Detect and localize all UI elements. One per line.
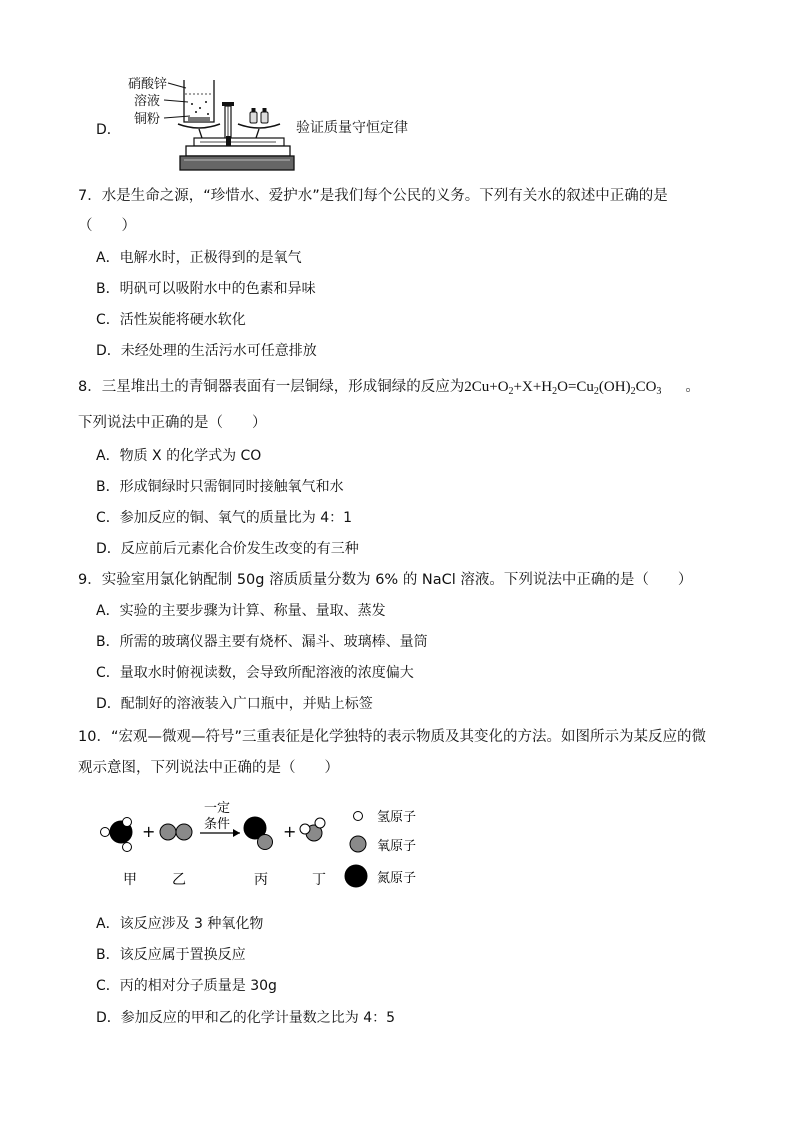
- arrow-top-label: 一定: [204, 801, 231, 816]
- q8-option-c[interactable]: C．参加反应的铜、氧气的质量比为 4：1: [96, 510, 353, 526]
- q6-option-d-text: 验证质量守恒定律: [296, 120, 408, 136]
- molecule-yi: [160, 824, 192, 840]
- q9-option-c[interactable]: C．量取水时俯视读数，会导致所配溶液的浓度偏大: [96, 665, 414, 681]
- legend-oxygen: 氧原子: [377, 839, 417, 854]
- q8-stem-line2: 下列说法中正确的是（ ）: [78, 415, 267, 431]
- legend-hydrogen: 氢原子: [377, 810, 417, 825]
- molecule-jia: [101, 818, 133, 852]
- q10-option-b[interactable]: B．该反应属于置换反应: [96, 947, 246, 963]
- q8-option-b[interactable]: B．形成铜绿时只需铜同时接触氧气和水: [96, 479, 344, 495]
- q10-option-a[interactable]: A．该反应涉及 3 种氧化物: [96, 916, 264, 932]
- plus-sign-1: +: [142, 822, 156, 841]
- figure-label-zinc-nitrate: 硝酸锌: [128, 77, 168, 92]
- q10-option-d[interactable]: D．参加反应的甲和乙的化学计量数之比为 4：5: [96, 1010, 396, 1026]
- weights-icon: [250, 108, 268, 123]
- q7-option-b[interactable]: B．明矾可以吸附水中的色素和异味: [96, 281, 316, 297]
- legend-oxygen-icon: [350, 836, 366, 852]
- q9-option-b[interactable]: B．所需的玻璃仪器主要有烧杯、漏斗、玻璃棒、量筒: [96, 634, 428, 650]
- q10-reaction-diagram: [90, 796, 430, 896]
- q7-option-d[interactable]: D．未经处理的生活污水可任意排放: [96, 343, 317, 359]
- q8-stem-text: 8．三星堆出土的青铜器表面有一层铜绿，形成铜绿的反应为: [78, 379, 465, 395]
- q6-balance-figure: [126, 74, 296, 174]
- q10-option-c[interactable]: C．丙的相对分子质量是 30g: [96, 978, 277, 994]
- arrow-bottom-label: 条件: [204, 817, 231, 832]
- label-jia: 甲: [123, 872, 137, 888]
- q8-option-a[interactable]: A．物质 X 的化学式为 CO: [96, 448, 262, 464]
- q9-stem: 9．实验室用氯化钠配制 50g 溶质质量分数为 6% 的 NaCl 溶液。下列说法中正确的是（ ）: [78, 572, 693, 588]
- legend-nitrogen-icon: [345, 865, 367, 887]
- label-bing: 丙: [254, 872, 268, 888]
- q10-stem-line1: 10．“宏观—微观—符号”三重表征是化学独特的表示物质及其变化的方法。如图所示为某反应的微: [78, 729, 706, 745]
- label-yi: 乙: [172, 872, 186, 888]
- q7-option-a[interactable]: A．电解水时，正极得到的是氧气: [96, 250, 302, 266]
- q9-option-a[interactable]: A．实验的主要步骤为计算、称量、量取、蒸发: [96, 603, 386, 619]
- molecule-ding: [300, 818, 325, 841]
- molecule-bing: [244, 817, 273, 850]
- q8-stem-end: 。: [685, 379, 700, 395]
- q7-option-c[interactable]: C．活性炭能将硬水软化: [96, 312, 246, 328]
- legend-nitrogen: 氮原子: [377, 871, 417, 886]
- figure-label-copper-powder: 铜粉: [134, 112, 161, 127]
- label-ding: 丁: [312, 872, 326, 888]
- legend: [345, 810, 416, 887]
- plus-sign-2: +: [283, 822, 297, 841]
- q7-stem-line2: （ ）: [78, 218, 136, 234]
- legend-hydrogen-icon: [354, 812, 363, 821]
- figure-label-solution: 溶液: [134, 94, 161, 109]
- q8-equation: $2Cu+O_2+X+H_2O=Cu_2(OH)_2CO_3$: [464, 379, 662, 397]
- q9-option-d[interactable]: D．配制好的溶液装入广口瓶中，并贴上标签: [96, 696, 373, 712]
- q7-stem-line1: 7．水是生命之源，“珍惜水、爱护水”是我们每个公民的义务。下列有关水的叙述中正确的是: [78, 188, 668, 204]
- q6-option-d-letter: D．: [96, 122, 121, 138]
- q8-option-d[interactable]: D．反应前后元素化合价发生改变的有三种: [96, 541, 359, 557]
- q8-stem-line1: [78, 378, 700, 401]
- q10-stem-line2: 观示意图，下列说法中正确的是（ ）: [78, 760, 339, 776]
